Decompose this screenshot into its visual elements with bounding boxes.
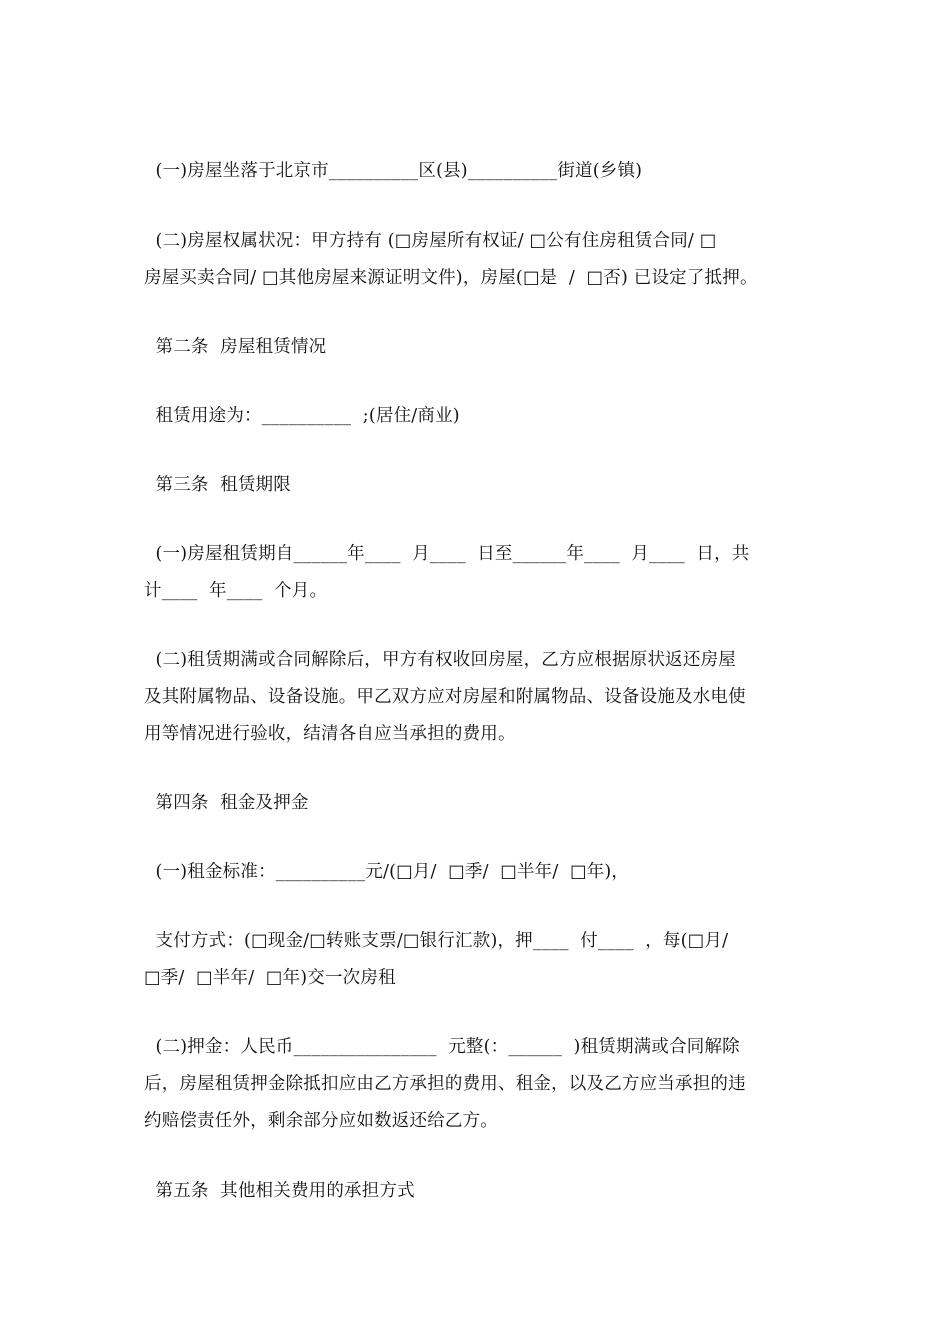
clause-1-2-ownership-line-2: 房屋买卖合同/ □其他房屋来源证明文件)，房屋(□是 / □否) 已设定了抵押。 [144, 268, 758, 288]
clause-1-1-location: (一)房屋坐落于北京市__________区(县)__________街道(乡镇) [144, 161, 643, 181]
article-2-heading: 第二条 房屋租赁情况 [144, 337, 327, 357]
clause-4-payment-line-1: 支付方式：(□现金/□转账支票/□银行汇款)，押____ 付____ ，每(□月/ [144, 931, 729, 951]
clause-1-2-ownership-line-1: (二)房屋权属状况：甲方持有 (□房屋所有权证/ □公有住房租赁合同/ □ [144, 231, 717, 251]
article-4-heading: 第四条 租金及押金 [144, 793, 309, 813]
clause-4-2-deposit-line-2: 后，房屋租赁押金除抵扣应由乙方承担的费用、租金，以及乙方应当承担的违 [144, 1074, 746, 1094]
article-5-heading: 第五条 其他相关费用的承担方式 [144, 1181, 415, 1201]
clause-3-2-return-line-3: 用等情况进行验收，结清各自应当承担的费用。 [144, 724, 516, 744]
clause-4-1-rent-standard: (一)租金标准：__________元/(□月/ □季/ □半年/ □年)， [144, 862, 630, 882]
clause-3-1-term-line-1: (一)房屋租赁期自______年____ 月____ 日至______年____ 月____ 日，共 [144, 544, 750, 564]
clause-3-1-term-line-2: 计____ 年____ 个月。 [144, 581, 328, 601]
clause-2-purpose: 租赁用途为：__________ ;(居住/商业) [144, 406, 460, 426]
clause-3-2-return-line-2: 及其附属物品、设备设施。甲乙双方应对房屋和附属物品、设备设施及水电使 [144, 687, 746, 707]
clause-3-2-return-line-1: (二)租赁期满或合同解除后，甲方有权收回房屋，乙方应根据原状返还房屋 [144, 650, 736, 670]
clause-4-payment-line-2: □季/ □半年/ □年)交一次房租 [144, 968, 396, 988]
clause-4-2-deposit-line-3: 约赔偿责任外，剩余部分应如数返还给乙方。 [144, 1111, 498, 1131]
article-3-heading: 第三条 租赁期限 [144, 475, 291, 495]
clause-4-2-deposit-line-1: (二)押金：人民币________________ 元整(：______ )租赁期满或合同解除 [144, 1037, 740, 1057]
